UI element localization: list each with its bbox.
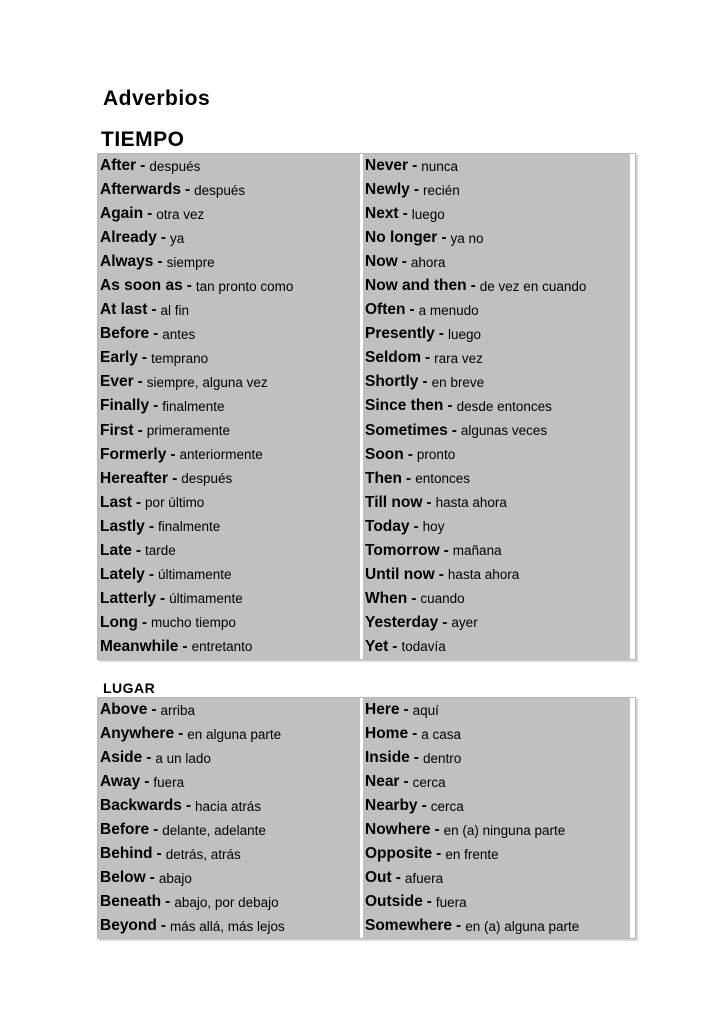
adverb-row <box>363 794 630 818</box>
lugar-left-column <box>98 698 360 938</box>
adverb-spanish: en alguna parte <box>187 726 282 742</box>
adverb-row <box>363 818 630 842</box>
adverb-english: Away <box>100 773 141 791</box>
adverb-spanish: ya <box>170 230 185 246</box>
adverb-spanish: recién <box>422 182 460 198</box>
adverb-spanish: en frente <box>445 846 499 862</box>
adverb-english: Somewhere <box>365 917 453 935</box>
adverb-spanish: anteriormente <box>179 447 263 463</box>
adverb-english: Until now <box>365 565 435 583</box>
dash-separator: - <box>413 749 419 767</box>
adverb-spanish: ahora <box>410 254 446 270</box>
adverb-spanish: todavía <box>401 639 446 655</box>
adverb-english: Then <box>365 469 403 487</box>
dash-separator: - <box>148 565 154 583</box>
adverb-english: Beyond <box>100 917 157 935</box>
adverb-english: No longer <box>365 229 438 247</box>
dash-separator: - <box>403 773 409 791</box>
adverb-english: Today <box>365 517 410 535</box>
dash-separator: - <box>153 325 159 343</box>
adverb-english: After <box>100 157 137 175</box>
adverb-english: Home <box>365 725 409 743</box>
adverb-spanish: nunca <box>421 158 459 174</box>
dash-separator: - <box>178 725 184 743</box>
adverb-english: Now <box>365 253 398 271</box>
adverb-spanish: rara vez <box>434 350 483 366</box>
adverb-english: Since then <box>365 397 444 415</box>
dash-separator: - <box>403 701 409 719</box>
adverb-row <box>98 178 360 202</box>
adverb-row <box>98 635 360 659</box>
adverb-row <box>363 563 630 587</box>
tiempo-table <box>97 153 636 660</box>
dash-separator: - <box>137 373 143 391</box>
dash-separator: - <box>438 565 444 583</box>
adverb-english: Hereafter <box>100 469 169 487</box>
dash-separator: - <box>392 637 398 655</box>
adverb-english: Above <box>100 701 148 719</box>
adverb-row <box>98 770 360 794</box>
adverb-row <box>98 202 360 226</box>
adverb-english: Nowhere <box>365 821 431 839</box>
adverb-row <box>363 298 630 322</box>
adverb-row <box>98 370 360 394</box>
adverb-spanish: después <box>194 182 246 198</box>
dash-separator: - <box>151 301 157 319</box>
dash-separator: - <box>426 493 432 511</box>
adverb-english: Next <box>365 205 399 223</box>
adverb-row <box>98 914 360 938</box>
adverb-spanish: ya no <box>450 230 484 246</box>
adverb-row <box>363 515 630 539</box>
adverb-english: Yet <box>365 637 389 655</box>
dash-separator: - <box>149 869 155 887</box>
adverb-spanish: pronto <box>416 447 456 463</box>
adverb-row <box>98 443 360 467</box>
adverb-spanish: abajo <box>158 870 192 886</box>
adverb-english: Last <box>100 493 132 511</box>
adverb-row <box>363 202 630 226</box>
dash-separator: - <box>146 749 152 767</box>
adverb-english: Already <box>100 229 157 247</box>
dash-separator: - <box>443 541 449 559</box>
adverb-spanish: en (a) ninguna parte <box>443 822 566 838</box>
adverb-english: Late <box>100 541 132 559</box>
adverb-spanish: dentro <box>422 750 462 766</box>
adverb-row <box>363 443 630 467</box>
adverb-english: Finally <box>100 397 150 415</box>
adverb-row <box>363 914 630 938</box>
adverb-spanish: fuera <box>153 774 185 790</box>
adverb-english: Meanwhile <box>100 637 179 655</box>
adverb-english: Outside <box>365 893 423 911</box>
adverb-row <box>98 746 360 770</box>
adverb-spanish: después <box>181 471 233 487</box>
adverb-row <box>363 722 630 746</box>
adverb-spanish: últimamente <box>169 591 243 607</box>
adverb-spanish: más allá, más lejos <box>170 918 285 934</box>
adverb-spanish: cuando <box>420 591 465 607</box>
dash-separator: - <box>413 517 419 535</box>
adverb-row <box>98 491 360 515</box>
adverb-row <box>98 539 360 563</box>
lugar-grid <box>98 698 635 938</box>
adverb-spanish: hasta ahora <box>435 495 507 511</box>
dash-separator: - <box>436 845 442 863</box>
adverb-spanish: temprano <box>151 350 209 366</box>
adverb-english: Lastly <box>100 517 145 535</box>
adverb-spanish: hasta ahora <box>447 567 520 583</box>
dash-separator: - <box>182 637 188 655</box>
adverb-row <box>98 154 360 178</box>
dash-separator: - <box>441 229 447 247</box>
adverb-english: Always <box>100 253 154 271</box>
adverb-english: Never <box>365 157 409 175</box>
adverb-english: First <box>100 421 134 439</box>
adverb-english: Lately <box>100 565 145 583</box>
dash-separator: - <box>153 821 159 839</box>
adverb-spanish: tarde <box>145 543 176 559</box>
adverb-spanish: después <box>149 158 201 174</box>
adverb-spanish: aquí <box>412 702 439 718</box>
adverb-english: Formerly <box>100 445 167 463</box>
adverb-english: At last <box>100 301 148 319</box>
dash-separator: - <box>409 301 415 319</box>
adverb-english: Out <box>365 869 392 887</box>
adverb-row <box>363 419 630 443</box>
dash-separator: - <box>135 541 142 559</box>
dash-separator: - <box>135 493 142 511</box>
tiempo-grid <box>98 154 635 659</box>
adverb-spanish: otra vez <box>156 206 205 222</box>
adverb-spanish: algunas veces <box>460 423 548 439</box>
dash-separator: - <box>406 469 412 487</box>
dash-separator: - <box>172 469 178 487</box>
adverb-spanish: arriba <box>160 702 196 718</box>
adverb-spanish: siempre <box>166 254 215 270</box>
adverb-row <box>98 346 360 370</box>
dash-separator: - <box>160 229 167 247</box>
adverb-row <box>363 866 630 890</box>
adverb-english: Below <box>100 869 146 887</box>
section-heading-lugar: LUGAR <box>103 680 156 696</box>
dash-separator: - <box>151 701 157 719</box>
adverb-english: Before <box>100 325 150 343</box>
section-heading-tiempo: TIEMPO <box>101 128 185 151</box>
dash-separator: - <box>137 421 143 439</box>
adverb-english: Anywhere <box>100 725 175 743</box>
adverb-english: Near <box>365 773 400 791</box>
adverb-spanish: luego <box>411 206 445 222</box>
adverb-row <box>363 274 630 298</box>
adverb-english: Behind <box>100 845 153 863</box>
adverb-row <box>363 370 630 394</box>
adverb-row <box>363 587 630 611</box>
adverb-english: Soon <box>365 445 404 463</box>
adverb-row <box>98 563 360 587</box>
dash-separator: - <box>447 397 453 415</box>
adverb-row <box>363 226 630 250</box>
adverb-row <box>98 250 360 274</box>
dash-separator: - <box>421 797 427 815</box>
adverb-english: Seldom <box>365 349 421 367</box>
adverb-row <box>98 274 360 298</box>
adverb-spanish: hacia atrás <box>195 798 262 814</box>
adverb-row <box>363 746 630 770</box>
adverb-english: Shortly <box>365 373 419 391</box>
adverb-english: Opposite <box>365 845 433 863</box>
dash-separator: - <box>438 325 444 343</box>
adverb-row <box>363 154 630 178</box>
adverb-spanish: ayer <box>451 615 478 631</box>
adverb-row <box>98 722 360 746</box>
adverb-spanish: luego <box>447 326 482 342</box>
adverb-row <box>363 635 630 659</box>
adverb-english: Long <box>100 613 138 631</box>
dash-separator: - <box>141 613 148 631</box>
adverb-spanish: a un lado <box>155 750 211 766</box>
tiempo-right-column <box>363 154 630 659</box>
adverb-spanish: delante, adelante <box>162 822 266 838</box>
adverb-spanish: de vez en cuando <box>479 278 587 294</box>
adverb-spanish: fuera <box>435 894 467 910</box>
adverb-row <box>98 842 360 866</box>
adverb-spanish: al fin <box>160 302 190 318</box>
dash-separator: - <box>434 821 440 839</box>
adverb-english: Beneath <box>100 893 162 911</box>
dash-separator: - <box>140 157 146 175</box>
adverb-spanish: antes <box>162 326 196 342</box>
adverb-row <box>363 346 630 370</box>
adverb-english: Now and then <box>365 277 467 295</box>
dash-separator: - <box>144 773 150 791</box>
adverb-spanish: finalmente <box>162 398 225 414</box>
adverb-english: Nearby <box>365 797 418 815</box>
adverb-row <box>98 818 360 842</box>
adverb-english: As soon as <box>100 277 183 295</box>
adverb-english: When <box>365 589 408 607</box>
adverb-spanish: entretanto <box>191 639 253 655</box>
adverb-spanish: a menudo <box>418 302 479 318</box>
adverb-spanish: últimamente <box>157 567 232 583</box>
dash-separator: - <box>470 277 476 295</box>
adverb-english: Sometimes <box>365 421 448 439</box>
adverb-row <box>98 419 360 443</box>
adverb-row <box>98 794 360 818</box>
adverb-row <box>98 587 360 611</box>
dash-separator: - <box>160 589 166 607</box>
adverb-spanish: cerca <box>430 798 464 814</box>
adverb-row <box>98 611 360 635</box>
lugar-table <box>97 697 636 939</box>
adverb-spanish: primeramente <box>146 423 231 439</box>
dash-separator: - <box>141 349 148 367</box>
adverb-row <box>363 770 630 794</box>
adverb-spanish: hoy <box>422 519 445 535</box>
adverb-spanish: abajo, por debajo <box>174 894 279 910</box>
adverb-row <box>363 890 630 914</box>
dash-separator: - <box>184 181 191 199</box>
adverb-spanish: en breve <box>431 374 485 390</box>
dash-separator: - <box>426 893 432 911</box>
adverb-row <box>363 491 630 515</box>
adverb-row <box>98 866 360 890</box>
adverb-english: Aside <box>100 749 143 767</box>
dash-separator: - <box>422 373 428 391</box>
dash-separator: - <box>157 253 163 271</box>
dash-separator: - <box>413 181 419 199</box>
adverb-row <box>363 611 630 635</box>
adverb-row <box>98 226 360 250</box>
adverb-row <box>98 698 360 722</box>
adverb-spanish: desde entonces <box>456 398 552 414</box>
dash-separator: - <box>165 893 171 911</box>
adverb-english: Afterwards <box>100 181 181 199</box>
dash-separator: - <box>424 349 431 367</box>
adverb-english: Often <box>365 301 406 319</box>
dash-separator: - <box>412 157 418 175</box>
adverb-spanish: siempre, alguna vez <box>146 374 268 390</box>
adverb-english: Again <box>100 205 144 223</box>
adverb-spanish: mucho tiempo <box>151 615 236 631</box>
dash-separator: - <box>170 445 176 463</box>
page-title: Adverbios <box>103 87 211 110</box>
adverb-english: Backwards <box>100 797 182 815</box>
dash-separator: - <box>153 397 159 415</box>
tiempo-left-column <box>98 154 360 659</box>
dash-separator: - <box>156 845 162 863</box>
adverb-spanish: finalmente <box>157 519 221 535</box>
adverb-spanish: entonces <box>415 471 470 487</box>
adverb-english: Till now <box>365 493 423 511</box>
adverb-english: Here <box>365 701 400 719</box>
dash-separator: - <box>456 917 462 935</box>
adverb-spanish: por último <box>145 495 205 511</box>
adverb-english: Tomorrow <box>365 541 440 559</box>
adverb-english: Inside <box>365 749 410 767</box>
adverb-row <box>98 298 360 322</box>
adverb-row <box>363 250 630 274</box>
adverb-spanish: a casa <box>421 726 462 742</box>
adverb-row <box>98 394 360 418</box>
adverb-row <box>363 467 630 491</box>
adverb-row <box>363 539 630 563</box>
adverb-row <box>363 322 630 346</box>
adverb-row <box>98 515 360 539</box>
dash-separator: - <box>147 205 153 223</box>
adverb-english: Latterly <box>100 589 156 607</box>
adverb-english: Ever <box>100 373 134 391</box>
dash-separator: - <box>407 445 413 463</box>
adverb-row <box>98 890 360 914</box>
adverb-spanish: afuera <box>404 870 444 886</box>
adverb-english: Early <box>100 349 138 367</box>
adverb-spanish: mañana <box>452 543 502 559</box>
adverb-english: Presently <box>365 325 435 343</box>
adverb-row <box>98 322 360 346</box>
dash-separator: - <box>402 205 408 223</box>
adverb-english: Before <box>100 821 150 839</box>
adverb-spanish: detrás, atrás <box>165 846 241 862</box>
adverb-row <box>363 394 630 418</box>
lugar-right-column <box>363 698 630 938</box>
adverb-row <box>363 842 630 866</box>
dash-separator: - <box>160 917 167 935</box>
adverb-spanish: tan pronto como <box>195 278 294 294</box>
dash-separator: - <box>395 869 401 887</box>
dash-separator: - <box>401 253 407 271</box>
dash-separator: - <box>442 613 448 631</box>
dash-separator: - <box>185 797 192 815</box>
dash-separator: - <box>451 421 457 439</box>
dash-separator: - <box>186 277 192 295</box>
adverb-row <box>98 467 360 491</box>
dash-separator: - <box>411 589 417 607</box>
adverb-spanish: en (a) alguna parte <box>465 918 580 934</box>
adverb-english: Newly <box>365 181 410 199</box>
dash-separator: - <box>148 517 154 535</box>
adverb-spanish: cerca <box>412 774 446 790</box>
dash-separator: - <box>412 725 418 743</box>
adverb-english: Yesterday <box>365 613 439 631</box>
adverb-row <box>363 178 630 202</box>
adverb-row <box>363 698 630 722</box>
